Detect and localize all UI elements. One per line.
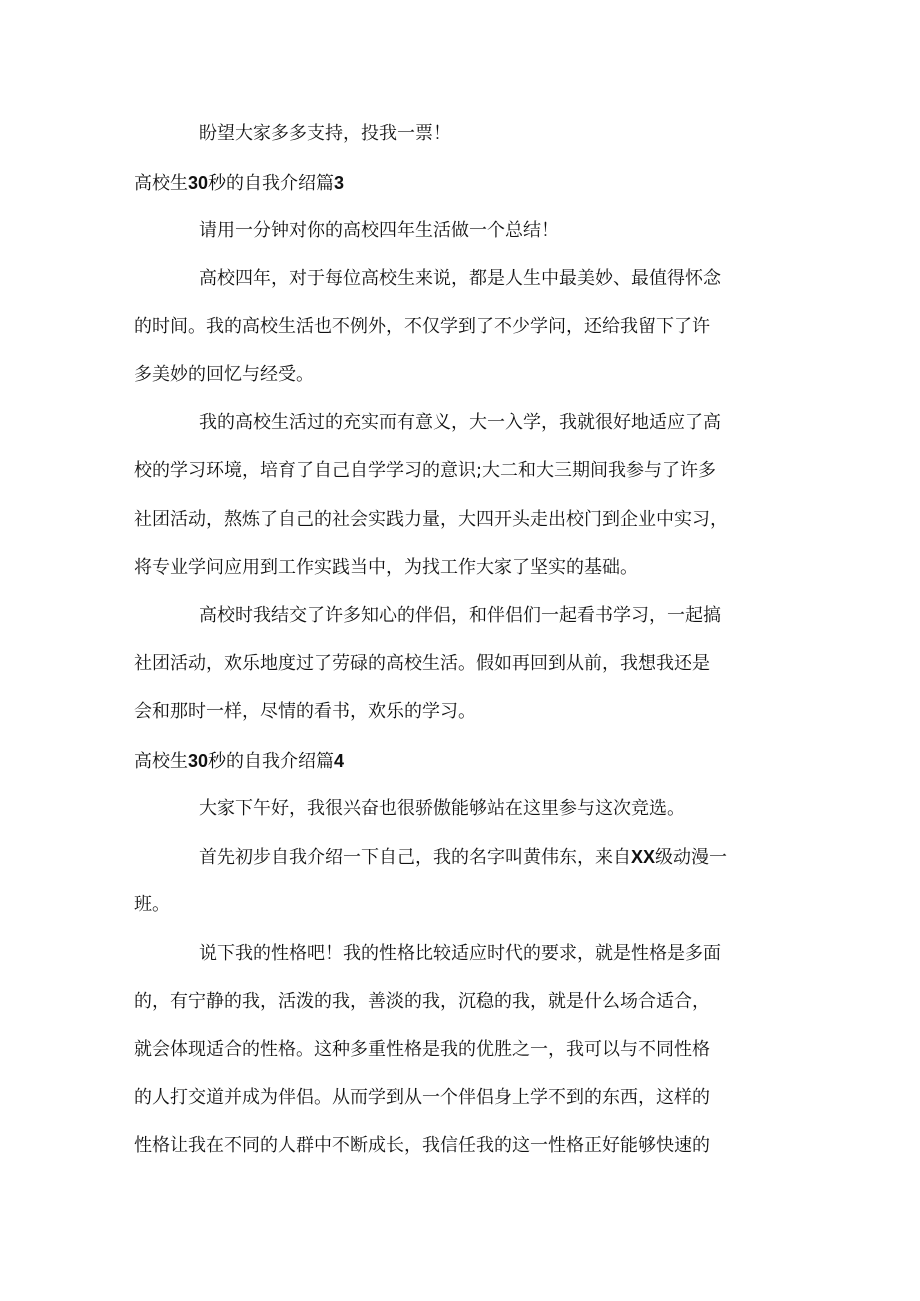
heading-number: 30 [188, 173, 209, 193]
paragraph-line: 就会体现适合的性格。这种多重性格是我的优胜之一，我可以与不同性格 [134, 1039, 710, 1060]
paragraph-line: 大家下午好，我很兴奋也很骄傲能够站在这里参与这次竞选。 [199, 798, 685, 819]
paragraph-line: 多美妙的回忆与经受。 [134, 364, 314, 385]
heading-prefix: 高校生 [134, 173, 188, 194]
heading-middle: 秒的自我介绍篇 [208, 173, 335, 194]
paragraph-line: 的人打交道并成为伴侣。从而学到从一个伴侣身上学不到的东西，这样的 [134, 1087, 710, 1108]
closing-line: 盼望大家多多支持，投我一票！ [199, 123, 451, 144]
paragraph-line: 的时间。我的高校生活也不例外，不仅学到了不少学问，还给我留下了许 [134, 316, 710, 337]
paragraph-line: 高校四年，对于每位高校生来说，都是人生中最美妙、最值得怀念 [199, 268, 721, 289]
paragraph-line: 班。 [134, 894, 170, 915]
paragraph-line: 说下我的性格吧！我的性格比较适应时代的要求，就是性格是多面 [199, 943, 721, 964]
line-text: 级动漫一 [655, 847, 728, 868]
heading-number: 30 [188, 751, 209, 771]
paragraph-line: 的，有宁静的我，活泼的我，善淡的我，沉稳的我，就是什么场合适合， [134, 991, 710, 1012]
section-4-heading [134, 749, 344, 774]
paragraph-line: 请用一分钟对你的高校四年生活做一个总结！ [199, 220, 559, 241]
paragraph-line: 将专业学问应用到工作实践当中，为找工作大家了坚实的基础。 [134, 557, 638, 578]
line-text: 首先初步自我介绍一下自己，我的名字叫黄伟东，来自 [199, 847, 631, 868]
paragraph-line: 高校时我结交了许多知心的伴侣，和伴侣们一起看书学习，一起搞 [199, 605, 721, 626]
paragraph-line: 校的学习环境，培育了自己自学学习的意识;大二和大三期间我参与了许多 [134, 460, 717, 481]
heading-index: 3 [334, 173, 345, 193]
paragraph-line: 社团活动，熬炼了自己的社会实践力量，大四开头走出校门到企业中实习， [134, 509, 728, 530]
paragraph-line: 社团活动，欢乐地度过了劳碌的高校生活。假如再回到从前，我想我还是 [134, 653, 710, 674]
heading-index: 4 [334, 751, 345, 771]
paragraph-line [199, 845, 727, 870]
section-3-heading [134, 171, 344, 196]
heading-middle: 秒的自我介绍篇 [208, 751, 335, 772]
paragraph-line: 性格让我在不同的人群中不断成长，我信任我的这一性格正好能够快速的 [134, 1135, 710, 1156]
class-code: XX [631, 847, 656, 867]
paragraph-line: 会和那时一样，尽情的看书，欢乐的学习。 [134, 701, 476, 722]
heading-prefix: 高校生 [134, 751, 188, 772]
paragraph-line: 我的高校生活过的充实而有意义，大一入学，我就很好地适应了高 [199, 412, 721, 433]
